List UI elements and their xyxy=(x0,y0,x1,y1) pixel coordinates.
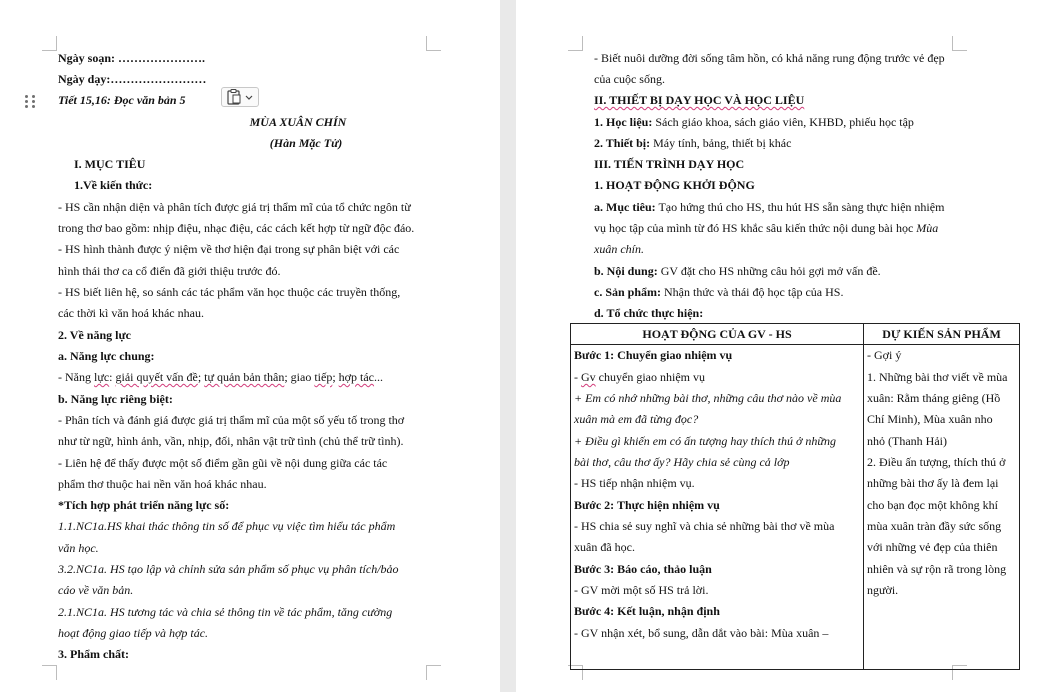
document-page-left xyxy=(0,0,500,692)
text-line: mùa xuân tràn đầy sức sống xyxy=(867,519,1002,533)
text-line: - HS cần nhận diện và phân tích được giá trị thẩm mĩ của tổ chức ngôn từ xyxy=(58,200,411,214)
crop-mark xyxy=(42,665,57,680)
section-heading: I. MỤC TIÊU xyxy=(74,157,146,171)
step-heading: Bước 2: Thực hiện nhiệm vụ xyxy=(574,498,720,512)
crop-mark xyxy=(952,36,967,51)
table-cell-product xyxy=(864,345,1020,670)
text-line: - Liên hệ để thấy được một số điểm gần gũi về nội dung giữa các tác xyxy=(58,456,388,470)
text-line: người. xyxy=(867,583,899,597)
step-heading: Bước 3: Báo cáo, thảo luận xyxy=(574,562,712,576)
subsection-heading: a. Năng lực chung: xyxy=(58,349,155,363)
section-heading: 2. Về năng lực xyxy=(58,328,131,342)
text-line: cáo về văn bản. xyxy=(58,583,134,597)
text-line: hoạt động giao tiếp và hợp tác. xyxy=(58,626,209,640)
text-line: của cuộc sống. xyxy=(594,72,665,86)
text-line: 1. Học liệu: Sách giáo khoa, sách giáo viên, KHBD, phiếu học tập xyxy=(594,115,914,129)
text-line: với những vẻ đẹp của thiên xyxy=(867,540,998,554)
table-cell-activity xyxy=(571,345,864,670)
text-line: + Điều gì khiến em có ấn tượng hay thích thú ở những xyxy=(574,434,836,448)
text-line: xuân chín. xyxy=(594,242,644,256)
activity-table xyxy=(570,323,1020,670)
text-line: a. Mục tiêu: Tạo hứng thú cho HS, thu hút HS sẵn sàng thực hiện nhiệm xyxy=(594,200,945,214)
text-line: - Phân tích và đánh giá được giá trị thẩm mĩ của một số yếu tố trong thơ xyxy=(58,413,405,427)
text-line: nhiên và sự rộn rã trong lòng xyxy=(867,562,1007,576)
crop-mark xyxy=(426,665,441,680)
subsection-heading: 1.Về kiến thức: xyxy=(74,178,153,192)
text-line: 2. Thiết bị: Máy tính, bảng, thiết bị khác xyxy=(594,136,792,150)
subsection-heading: *Tích hợp phát triển năng lực số: xyxy=(58,498,230,512)
step-heading: Bước 4: Kết luận, nhận định xyxy=(574,604,720,618)
text-line: - Biết nuôi dưỡng đời sống tâm hồn, có khả năng rung động trước vẻ đẹp xyxy=(594,51,945,65)
section-heading: III. TIẾN TRÌNH DẠY HỌC xyxy=(594,157,745,171)
text-line: như từ ngữ, hình ảnh, vần, nhịp, đối, nhân vật trữ tình (chủ thể trữ tình). xyxy=(58,434,404,448)
text-line: hình thái thơ ca cổ điển đã giới thiệu trước đó. xyxy=(58,264,281,278)
paste-options-button[interactable] xyxy=(221,87,259,107)
text-line: các thời kì văn hoá khác nhau. xyxy=(58,306,204,320)
subsection-heading: d. Tổ chức thực hiện: xyxy=(594,306,704,320)
text-line: trong thơ bao gồm: nhịp điệu, nhạc điệu, các cách kết hợp từ ngữ độc đáo. xyxy=(58,221,415,235)
text-line: 2.1.NC1a. HS tương tác và chia sẻ thông tin về tác phẩm, tăng cường xyxy=(58,605,393,619)
text-line: - HS hình thành được ý niệm về thơ hiện đại trong sự phân biệt với các xyxy=(58,242,400,256)
text-line: nhỏ (Thanh Hải) xyxy=(867,434,947,448)
text-line: - GV mời một số HS trả lời. xyxy=(574,583,709,597)
text-line: - Gv chuyển giao nhiệm vụ xyxy=(574,370,705,384)
poem-author: (Hàn Mặc Tử) xyxy=(269,136,343,150)
date-prepared: Ngày soạn: …………………. xyxy=(58,51,206,65)
text-line: - HS biết liên hệ, so sánh các tác phẩm văn học thuộc các truyền thống, xyxy=(58,285,401,299)
text-line: những bài thơ ấy là đem lại xyxy=(867,476,999,490)
text-line: 3.2.NC1a. HS tạo lập và chỉnh sửa sản phẩm số phục vụ phân tích/bảo xyxy=(58,562,399,576)
crop-mark xyxy=(426,36,441,51)
text-line: 2. Điều ấn tượng, thích thú ở xyxy=(867,455,1006,469)
subsection-heading: b. Năng lực riêng biệt: xyxy=(58,392,173,406)
table-header-product: DỰ KIẾN SẢN PHẨM xyxy=(864,324,1020,345)
text-line: cho bạn đọc một không khí xyxy=(867,498,998,512)
step-heading: Bước 1: Chuyển giao nhiệm vụ xyxy=(574,348,733,362)
text-line: xuân: Rằm tháng giêng (Hồ xyxy=(867,391,1001,405)
text-line: văn học. xyxy=(58,541,99,555)
text-line: bài thơ, câu thơ ấy? Hãy chia sẻ cùng cả lớp xyxy=(574,455,790,469)
text-line: phẩm thơ thuộc hai nền văn hoá khác nhau. xyxy=(58,477,267,491)
drag-handle-icon[interactable] xyxy=(24,94,38,110)
text-line: xuân mà em đã từng đọc? xyxy=(574,412,699,426)
text-line: - HS tiếp nhận nhiệm vụ. xyxy=(574,476,695,490)
text-line: b. Nội dung: GV đặt cho HS những câu hỏi gợi mở vấn đề. xyxy=(594,264,881,278)
text-line: + Em có nhớ những bài thơ, những câu thơ nào về mùa xyxy=(574,391,842,405)
text-line: - HS chia sẻ suy nghĩ và chia sẻ những bài thơ về mùa xyxy=(574,519,835,533)
clipboard-icon xyxy=(222,88,258,106)
text-line: - Gợi ý xyxy=(867,348,902,362)
section-heading: II. THIẾT BỊ DẠY HỌC VÀ HỌC LIỆU xyxy=(594,93,805,107)
crop-mark xyxy=(568,36,583,51)
text-line: xuân đã học. xyxy=(574,540,635,554)
poem-title: MÙA XUÂN CHÍN xyxy=(249,115,347,129)
document-page-right xyxy=(516,0,1039,692)
text-line: vụ học tập của mình từ đó HS khắc sâu kiến thức nội dung bài học Mùa xyxy=(594,221,939,235)
text-line: 1.1.NC1a.HS khai thác thông tin số để phục vụ việc tìm hiểu tác phẩm xyxy=(58,519,396,533)
crop-mark xyxy=(42,36,57,51)
text-line: Chí Minh), Mùa xuân nho xyxy=(867,412,993,426)
text-line-general-competence: - Năng lực: giải quyết vấn đề; tự quản bản thân; giao tiếp; hợp tác... xyxy=(58,370,384,384)
section-heading: 3. Phẩm chất: xyxy=(58,647,129,661)
date-taught: Ngày dạy:…………………… xyxy=(58,72,207,86)
text-line: - GV nhận xét, bổ sung, dẫn dắt vào bài: Mùa xuân – xyxy=(574,626,829,640)
text-line: c. Sản phẩm: Nhận thức và thái độ học tập của HS. xyxy=(594,285,844,299)
table-header-activity: HOẠT ĐỘNG CỦA GV - HS xyxy=(571,324,864,345)
lesson-period: Tiết 15,16: Đọc văn bản 5 xyxy=(58,93,186,107)
subsection-heading: 1. HOẠT ĐỘNG KHỞI ĐỘNG xyxy=(594,178,755,192)
text-line: 1. Những bài thơ viết về mùa xyxy=(867,370,1008,384)
